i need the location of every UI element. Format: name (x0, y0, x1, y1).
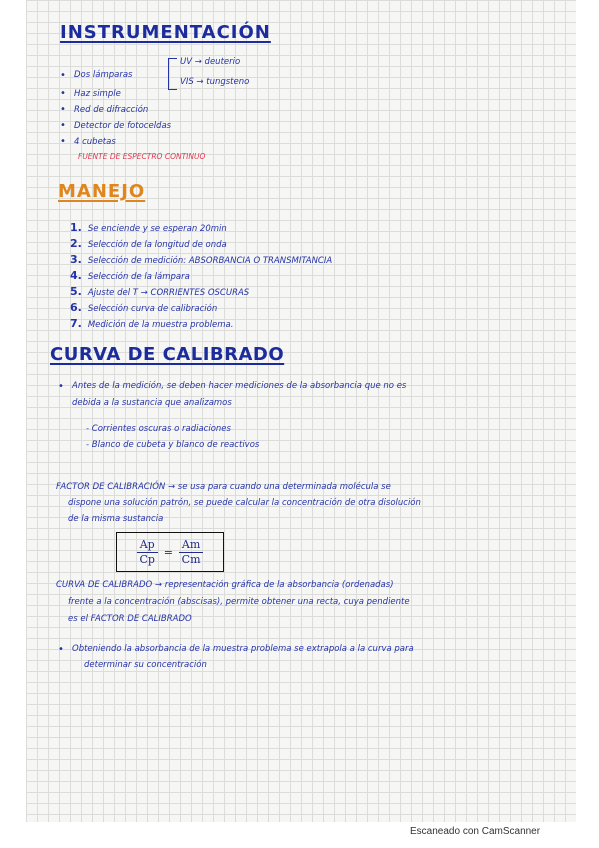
manejo-step (70, 221, 227, 234)
manejo-step (70, 285, 249, 298)
curva-line: frente a la concentración (abscisas), permite obtener una recta, cuya pendiente (68, 597, 410, 607)
list-item: Red de difracción (74, 105, 149, 115)
manejo-step (70, 253, 332, 266)
calibration-formula (116, 532, 224, 572)
heading-instrumentacion: INSTRUMENTACIÓN (60, 22, 271, 43)
manejo-step (70, 269, 190, 282)
list-item: Detector de fotoceldas (74, 121, 172, 131)
denominator-cp: Cp (139, 552, 155, 566)
manejo-step (70, 301, 217, 314)
note-fuente: FUENTE DE ESPECTRO CONTINUO (78, 152, 206, 161)
scanner-watermark: Escaneado con CamScanner (410, 826, 541, 837)
equals-sign: = (163, 545, 173, 559)
step-text: Selección de la lámpara (87, 272, 190, 282)
paragraph-line: determinar su concentración (84, 660, 207, 670)
step-number: 2. (70, 237, 82, 250)
step-number: 7. (70, 317, 82, 330)
factor-line: de la misma sustancia (68, 514, 164, 524)
step-number: 5. (70, 285, 82, 298)
sub-item: - Corrientes oscuras o radiaciones (86, 424, 231, 434)
bullet: • (58, 381, 64, 392)
factor-line: FACTOR DE CALIBRACIÓN → se usa para cuando una determinada molécula se (56, 482, 391, 492)
bullet: • (60, 104, 66, 115)
bullet: • (60, 70, 66, 81)
bullet: • (58, 644, 64, 655)
heading-curva: CURVA DE CALIBRADO (50, 344, 285, 365)
lamp-uv: UV → deuterio (180, 57, 241, 67)
fraction-right (179, 538, 203, 567)
step-number: 4. (70, 269, 82, 282)
brace (168, 58, 177, 90)
manejo-step (70, 317, 233, 330)
paragraph-line: debida a la sustancia que analizamos (72, 398, 232, 408)
step-text: Selección de medición: ABSORBANCIA O TRANSMITANCIA (87, 256, 333, 266)
manejo-step (70, 237, 227, 250)
factor-line: dispone una solución patrón, se puede calcular la concentración de otra disolución (68, 498, 421, 508)
list-item: 4 cubetas (74, 137, 116, 147)
step-text: Ajuste del T → CORRIENTES OSCURAS (87, 288, 250, 298)
denominator-cm: Cm (181, 552, 201, 566)
curva-line: es el FACTOR DE CALIBRADO (68, 614, 192, 624)
fraction-left (137, 538, 158, 567)
numerator-ap: Ap (137, 538, 158, 553)
bullet: • (60, 88, 66, 99)
step-number: 1. (70, 221, 82, 234)
step-text: Medición de la muestra problema. (87, 320, 234, 330)
step-number: 3. (70, 253, 82, 266)
sub-item: - Blanco de cubeta y blanco de reactivos (86, 440, 260, 450)
step-number: 6. (70, 301, 82, 314)
bullet: • (60, 120, 66, 131)
paragraph-line: Antes de la medición, se deben hacer mediciones de la absorbancia que no es (72, 381, 407, 391)
bullet: • (60, 136, 66, 147)
curva-line: CURVA DE CALIBRADO → representación gráfica de la absorbancia (ordenadas) (56, 580, 394, 590)
paragraph-line: Obteniendo la absorbancia de la muestra problema se extrapola a la curva para (72, 644, 414, 654)
list-item: Haz simple (74, 89, 121, 99)
step-text: Selección curva de calibración (87, 304, 218, 314)
lamp-vis: VIS → tungsteno (180, 77, 250, 87)
step-text: Selección de la longitud de onda (87, 240, 227, 250)
heading-manejo: MANEJO (58, 181, 146, 202)
lamparas-label: Dos lámparas (74, 70, 133, 80)
step-text: Se enciende y se esperan 20min (87, 224, 227, 234)
numerator-am: Am (179, 538, 203, 553)
